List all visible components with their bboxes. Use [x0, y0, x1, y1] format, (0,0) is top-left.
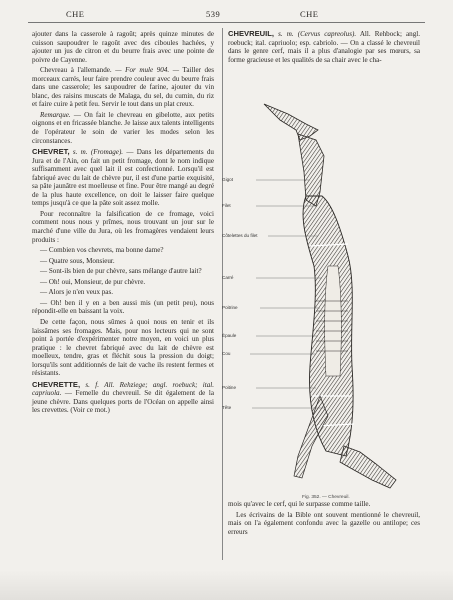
entry-text: — Femelle du chevreuil. Se dit également de la jeune chèvre. Dans quelques ports de l'Océan on appelle ainsi les crevettes. (Voir ce mot.): [32, 389, 214, 415]
right-column-top: [228, 30, 420, 66]
cut-label-cou: Cou: [222, 351, 231, 356]
entry-paren: (Fromage).: [90, 148, 124, 157]
cut-label-carre: Carré: [222, 275, 234, 280]
header-rule: [28, 22, 425, 23]
cut-label-cotelettes: Côtelettes du filet: [222, 233, 258, 238]
figure-caption: Fig. 352. — Chevreuil.: [302, 495, 350, 500]
entry-reference: — For mule 904. —: [115, 66, 180, 75]
entry-gram: s. f.: [85, 380, 99, 389]
paragraph: De cette façon, nous sûmes à quoi nous en tenir et ils laissâmes ses fromages. Mais, pour nos lecteurs qui ne sont point à portée d'expérimenter notre moyen, en voici un plus pratique : le chevret fabriqué avec du lait de chèvre est moelleux, tendre, gras et fléchit sous la pression du doigt; lorsqu'ils sont additionnés de lait de vache ils restent fermes et résistants.: [32, 317, 214, 378]
remark-label: Remarque.: [40, 110, 71, 119]
cut-label-poitrine: Poitrine: [222, 305, 238, 310]
column-separator: [222, 28, 223, 560]
dialogue-line: — Sont-ils bien de pur chèvre, sans mélange d'autre lait?: [40, 267, 202, 276]
entry-chevreuil: [228, 30, 420, 64]
running-head-left: CHE: [66, 9, 85, 19]
cut-label-filet: Filet: [222, 203, 231, 208]
cut-label-tete: Tête: [222, 405, 232, 410]
entry-text: Tailler des morceaux carrés, leur faire prendre couleur avec du beurre frais dans une casserole; les saupoudrer de farine, ajouter du vin blanc, des raisins muscats de Malaga, du sel, du cumin, du riz et faire cuire à petit feu. Servir le tout dans un plat creux.: [32, 66, 214, 109]
entry-head: Chevreau à l'allemande.: [40, 66, 112, 75]
entry-paren: (Cervus capreolus).: [297, 30, 357, 38]
dialogue-line: — Oh! ben il y en a ben aussi mis (un petit peu), nous répondit-elle en baissant la voix.: [32, 298, 214, 316]
entry-paren: All. Rehziege; angl. roebuck; ital. capriuola.: [32, 380, 215, 398]
left-column: [32, 30, 214, 417]
entry-head: CHEVRET,: [32, 147, 70, 157]
cut-label-poitine: Poitine: [222, 385, 237, 390]
page-bottom-shadow: [0, 570, 453, 600]
dialogue-line: — Alors je n'en veux pas.: [40, 288, 113, 297]
venison-carcass-illustration: [236, 96, 422, 496]
cut-label-epaule: Épaule: [222, 333, 237, 338]
dialogue-line: — Quatre sous, Monsieur.: [40, 256, 115, 265]
paragraph: ajouter dans la casserole à ragoût; après quinze minutes de cuisson saupoudrer le ragoût avec des ciboules hachées, y ajouter un jus de citron et du beurre frais avec une pointe de poivre de Cayenne.: [32, 30, 214, 64]
entry-text: — Dans les départements du Jura et de l'Ain, on fait un petit fromage, dont le nom indique suffisamment avec quel lait il est confectionné. Lorsqu'il est fabriqué avec du lait de chèvre pur, il est d'une partie exquisité, sa pâte jaunâtre est moelleuse et fine. Pour être mangé au degré de la plus haute excellence, on doit le laisser faire quelque temps jusqu'à ce que la pâte soit assez molle.: [32, 148, 214, 208]
entry-head: CHEVRETTE,: [32, 379, 81, 389]
entry-chevret: [32, 148, 214, 208]
running-head-right: CHE: [300, 9, 319, 19]
venison-cuts-figure: [222, 96, 422, 496]
entry-head: CHEVREUIL,: [228, 29, 274, 38]
entry-text: All. Rehbock; angl. roebuck; ital. capriuolo; esp. cabriolo. — On a classé le chevreuil dans le genre cerf, mais il a plus d'analogie par ses mœurs, sa forme gracieuse et les qualités de sa chair avec le cha-: [228, 30, 420, 64]
dialogue-line: — Oh! oui, Monsieur, de pur chèvre.: [40, 277, 146, 286]
right-column-bottom: [228, 500, 420, 536]
remark-text: — On fait le chevreau en gibelotte, aux petits oignons et en fricassée blanche. Je laisse aux talents intelligents de l'opérateur le soin de varier les modes selon les circonstances.: [32, 110, 214, 145]
entry-chevrette: [32, 381, 214, 415]
cut-label-gigot: Gigot: [222, 177, 233, 182]
paragraph: Les écrivains de la Bible ont souvent mentionné le chevreuil, mais on l'a également confondu avec la gazelle ou antilope; ces erreurs: [228, 510, 420, 536]
entry-chevreau-allemande: [32, 66, 214, 109]
dialogue-line: — Combien vos chevrets, ma bonne dame?: [40, 246, 164, 255]
paragraph: mois qu'avec le cerf, qui le surpasse comme taille.: [228, 500, 371, 508]
paragraph: Pour reconnaître la falsification de ce fromage, voici comment nous nous y prîmes, nous trouvant un jour sur le marché d'une ville du Jura, où les fromagères vendaient leurs produits :: [32, 209, 214, 244]
entry-gram: s. m.: [72, 148, 88, 157]
page-number: 539: [206, 9, 221, 19]
entry-gram: s. m.: [278, 30, 294, 38]
remark: [32, 111, 214, 145]
